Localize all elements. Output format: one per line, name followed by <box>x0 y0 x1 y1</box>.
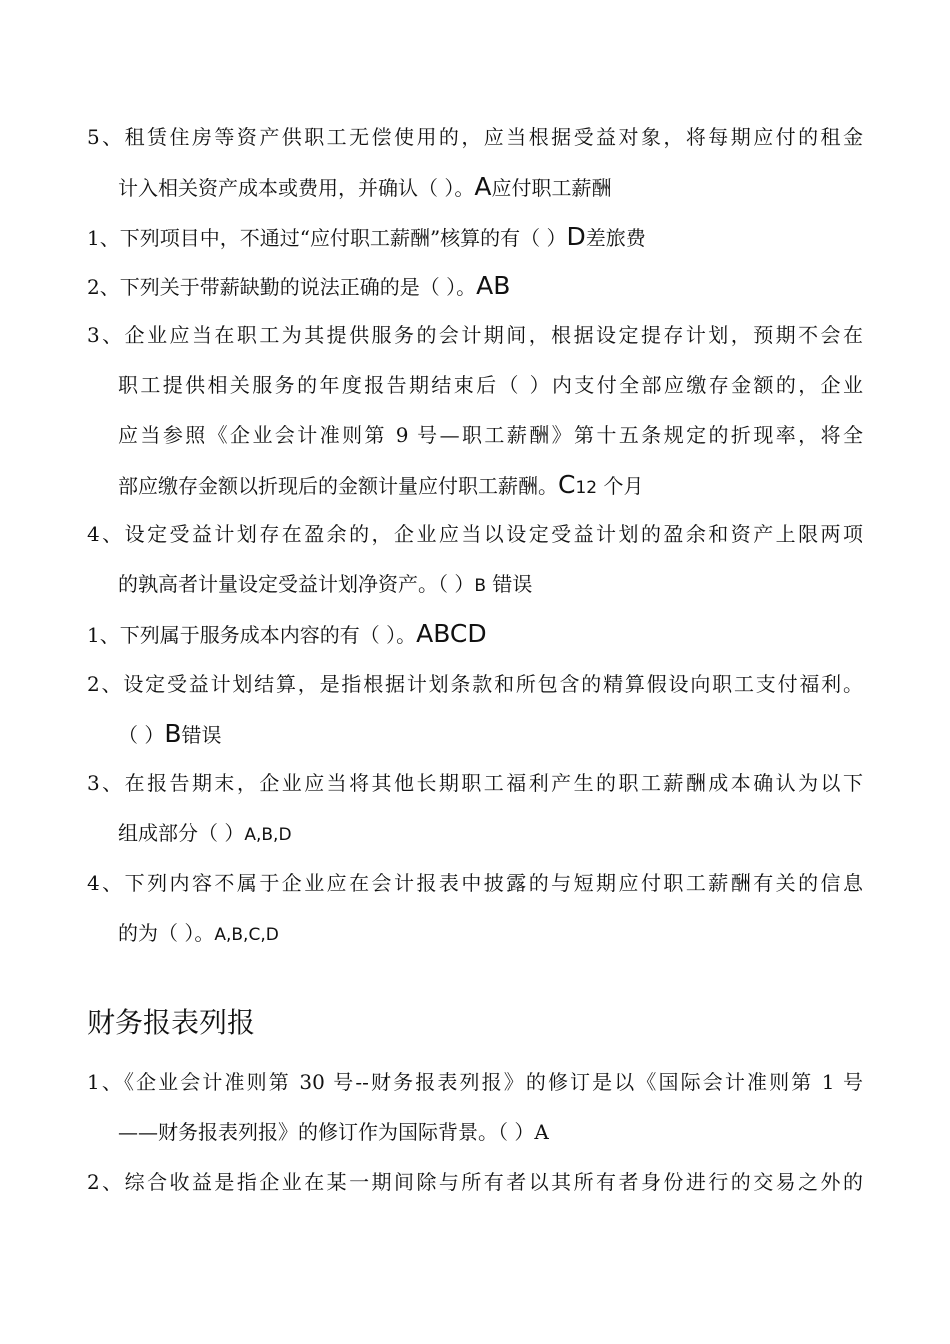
q1b-answer-letter: ABCD <box>416 619 487 648</box>
q2b-answer-letter: B <box>164 719 182 748</box>
q3a-line1: 3、企业应当在职工为其提供服务的会计期间，根据设定提存计划，预期不会在 <box>87 323 863 347</box>
q2a-line <box>87 272 510 301</box>
q4b-answer-letter: A,B,C,D <box>214 925 279 945</box>
q5-answer-letter: A <box>474 172 492 201</box>
q3b-answer-letter: A,B,D <box>244 825 292 845</box>
s2-q1-line1: 1、《企业会计准则第 30 号--财务报表列报》的修订是以《国际会计准则第 1 号 <box>87 1070 863 1094</box>
q4a-answer-letter: B <box>474 576 487 596</box>
q5-line1: 5、租赁住房等资产供职工无偿使用的，应当根据受益对象，将每期应付的租金 <box>87 125 863 149</box>
q5-answer-text: 应付职工薪酬 <box>491 176 612 200</box>
q4b-line2 <box>118 919 279 949</box>
section-heading: 财务报表列报 <box>87 1006 256 1039</box>
q3a-answer-text: 个月 <box>597 474 644 498</box>
q2b-line1: 2、设定受益计划结算，是指根据计划条款和所包含的精算假设向职工支付福利。 <box>87 672 863 696</box>
q3a-line4 <box>118 471 643 502</box>
q3b-line1: 3、在报告期末，企业应当将其他长期职工福利产生的职工薪酬成本确认为以下 <box>87 771 863 795</box>
q3a-question-text: 部应缴存金额以折现后的金额计量应付职工薪酬。 <box>118 474 558 498</box>
q3b-question-text: 组成部分（ ） <box>118 821 245 845</box>
q2b-line2 <box>118 720 222 749</box>
q1a-answer-text: 差旅费 <box>585 226 646 250</box>
q1a-answer-letter: D <box>566 222 586 251</box>
q4a-line1: 4、设定受益计划存在盈余的，企业应当以设定受益计划的盈余和资产上限两项 <box>87 522 863 546</box>
q1a-question-text: 1、下列项目中，不通过“应付职工薪酬”核算的有（ ） <box>87 226 567 250</box>
q4b-question-text: 的为（ ）。 <box>118 921 215 945</box>
q4a-question-text: 的孰高者计量设定受益计划净资产。（ ） <box>118 572 475 596</box>
s2-q2-line1: 2、综合收益是指企业在某一期间除与所有者以其所有者身份进行的交易之外的 <box>87 1170 863 1194</box>
q4a-line2 <box>118 570 532 600</box>
q3b-line2 <box>118 819 292 849</box>
q2b-answer-text: 错误 <box>181 723 222 747</box>
q3a-line3: 应当参照《企业会计准则第 9 号—职工薪酬》第十五条规定的折现率，将全 <box>118 423 863 447</box>
q3a-line2: 职工提供相关服务的年度报告期结束后（ ）内支付全部应缴存金额的，企业 <box>118 373 863 397</box>
q1b-question-text: 1、下列属于服务成本内容的有（ ）。 <box>87 623 417 647</box>
q4a-answer-text: 错误 <box>486 572 533 596</box>
q4b-line1: 4、下列内容不属于企业应在会计报表中披露的与短期应付职工薪酬有关的信息 <box>87 871 863 895</box>
q5-line2 <box>118 173 611 202</box>
q1a-line <box>87 223 646 252</box>
q5-question-text: 计入相关资产成本或费用，并确认（ ）。 <box>118 176 475 200</box>
q2a-answer-letter: AB <box>476 271 511 300</box>
q3a-answer-letter: C <box>558 470 576 499</box>
q1b-line <box>87 620 487 649</box>
q2b-question-text: （ ） <box>118 723 165 747</box>
q2a-question-text: 2、下列关于带薪缺勤的说法正确的是（ ）。 <box>87 275 477 299</box>
q3a-answer-number: 12 <box>575 478 598 498</box>
s2-q1-line2: ——财务报表列报》的修订作为国际背景。（ ）A <box>118 1120 549 1144</box>
